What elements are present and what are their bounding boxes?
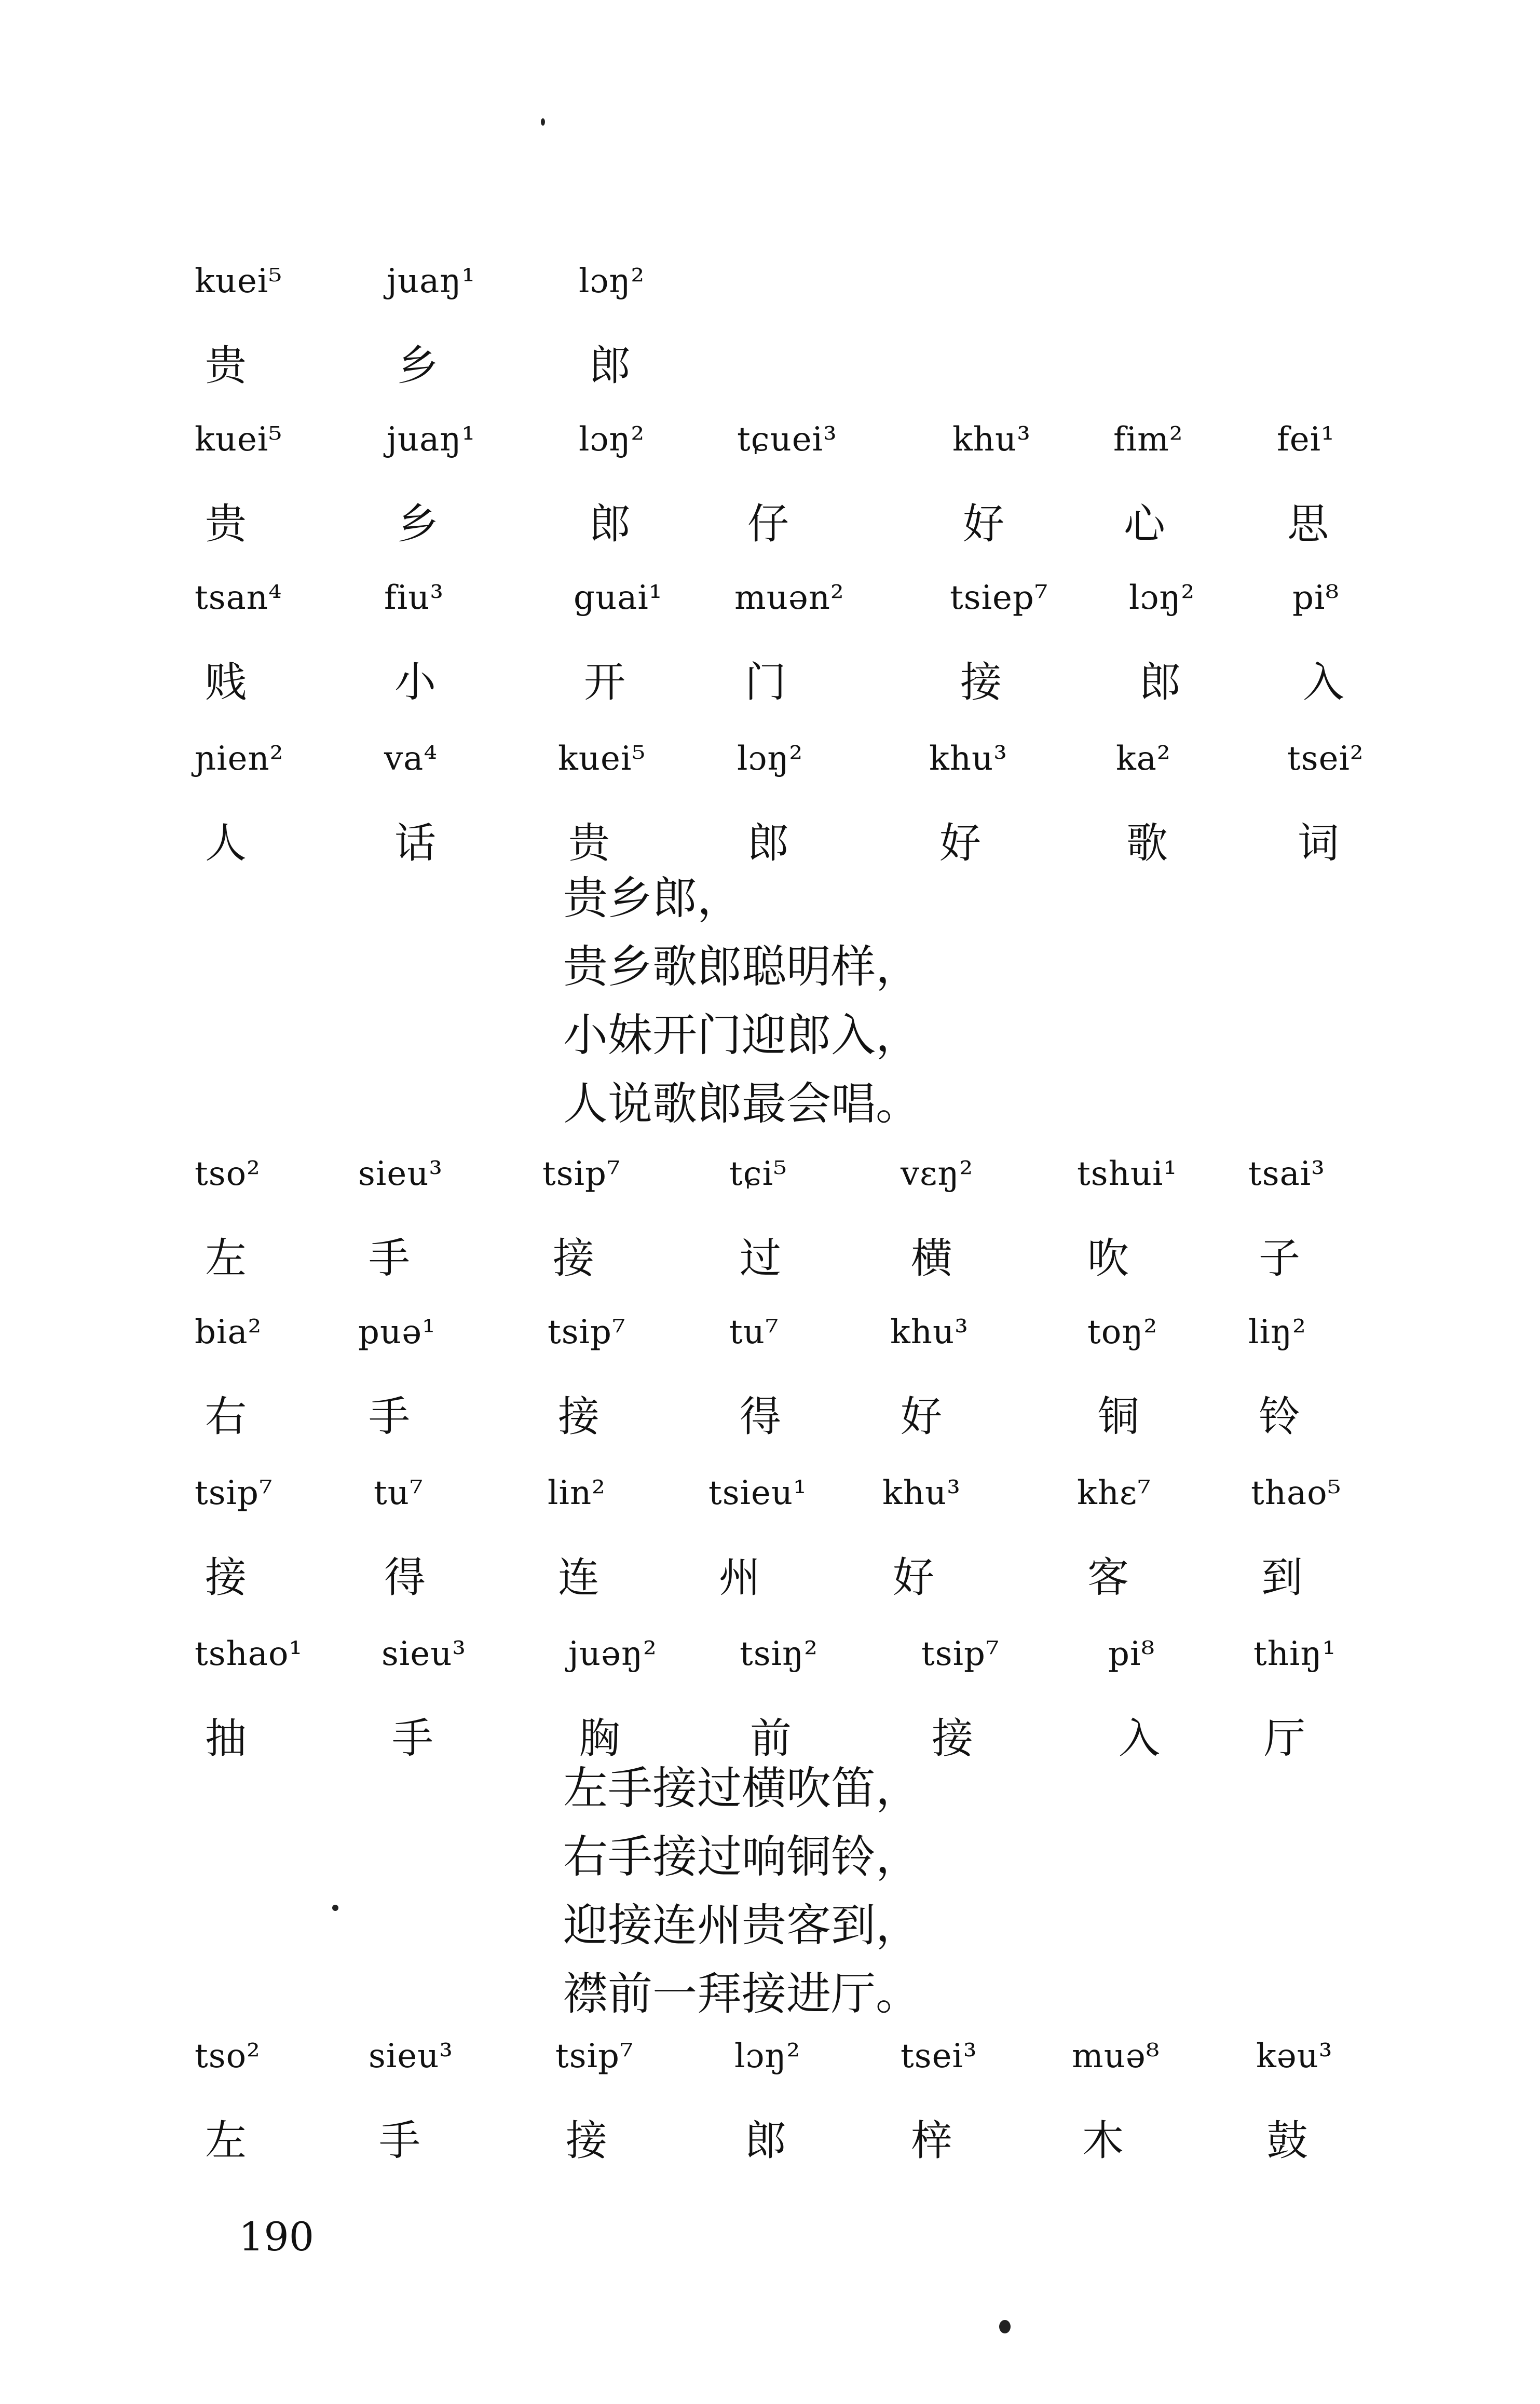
romanized-syllable: fiu³ (384, 579, 444, 617)
chinese-character: 接 (932, 1714, 973, 1763)
chinese-character: 到 (1261, 1553, 1303, 1602)
chinese-character: 吹 (1087, 1234, 1129, 1282)
romanized-syllable: kəu³ (1256, 2037, 1333, 2075)
romanized-syllable: lɔŋ² (737, 740, 803, 778)
chinese-character: 左 (205, 1234, 247, 1282)
chinese-character: 乡 (397, 500, 439, 548)
chinese-character: 入 (1119, 1714, 1160, 1763)
romanized-syllable: pi⁸ (1108, 1635, 1155, 1673)
translation-line: 右手接过响铜铃， (563, 1831, 920, 1883)
chinese-character: 得 (740, 1392, 781, 1441)
chinese-character: 思 (1287, 500, 1329, 548)
translation-line: 贵乡歌郎聪明样， (563, 941, 920, 993)
chinese-character: 厅 (1264, 1714, 1305, 1763)
ink-speck (999, 2320, 1011, 2333)
romanized-syllable: tsei³ (901, 2037, 977, 2075)
romanized-syllable: lɔŋ² (1129, 579, 1195, 617)
romanized-syllable: khɛ⁷ (1077, 1474, 1151, 1512)
romanized-syllable: toŋ² (1087, 1313, 1158, 1351)
romanized-syllable: sieu³ (369, 2037, 454, 2075)
romanized-syllable: tɕuei³ (737, 420, 837, 459)
romanized-syllable: fei¹ (1277, 420, 1335, 459)
translation-line: 迎接连州贵客到， (563, 1900, 920, 1951)
romanized-syllable: tsip⁷ (921, 1635, 1000, 1673)
romanized-syllable: kuei⁵ (558, 740, 646, 778)
translation-line: 小妹开门迎郎入， (563, 1009, 920, 1061)
romanized-syllable: tɕi⁵ (729, 1155, 787, 1193)
chinese-character: 右 (205, 1392, 247, 1441)
romanized-syllable: khu³ (882, 1474, 961, 1512)
chinese-character: 门 (745, 658, 786, 706)
romanized-syllable: tsip⁷ (555, 2037, 634, 2075)
romanized-syllable: liŋ² (1248, 1313, 1306, 1351)
chinese-character: 铃 (1259, 1392, 1300, 1441)
chinese-character: 郎 (589, 342, 631, 390)
romanized-syllable: puə¹ (358, 1313, 436, 1351)
chinese-character: 贵 (205, 500, 247, 548)
romanized-syllable: ɲien² (195, 740, 284, 778)
translation-line: 人说歌郎最会唱。 (563, 1078, 920, 1130)
romanized-syllable: tsip⁷ (542, 1155, 621, 1193)
chinese-character: 接 (960, 658, 1002, 706)
chinese-character: 仔 (747, 500, 789, 548)
chinese-character: 横 (911, 1234, 952, 1282)
romanized-syllable: tsiep⁷ (950, 579, 1048, 617)
chinese-character: 接 (553, 1234, 594, 1282)
romanized-syllable: tsai³ (1248, 1155, 1325, 1193)
chinese-character: 鼓 (1266, 2116, 1308, 2165)
romanized-syllable: juaŋ¹ (387, 262, 476, 300)
chinese-character: 连 (558, 1553, 599, 1602)
chinese-character: 入 (1303, 658, 1344, 706)
chinese-character: 手 (379, 2116, 420, 2165)
romanized-syllable: lɔŋ² (579, 262, 645, 300)
romanized-syllable: va⁴ (384, 740, 438, 778)
romanized-syllable: kuei⁵ (195, 262, 282, 300)
romanized-syllable: sieu³ (381, 1635, 467, 1673)
chinese-character: 人 (205, 819, 247, 867)
romanized-syllable: lin² (548, 1474, 606, 1512)
romanized-syllable: tsip⁷ (548, 1313, 626, 1351)
chinese-character: 铜 (1098, 1392, 1139, 1441)
chinese-character: 歌 (1126, 819, 1168, 867)
chinese-character: 心 (1124, 500, 1165, 548)
chinese-character: 梓 (911, 2116, 952, 2165)
chinese-character: 抽 (205, 1714, 247, 1763)
translation-verse (563, 1754, 920, 2028)
chinese-character: 乡 (397, 342, 439, 390)
translation-line: 左手接过横吹笛， (563, 1763, 920, 1814)
chinese-character: 好 (893, 1553, 934, 1602)
chinese-character: 郎 (745, 2116, 786, 2165)
chinese-character: 郎 (747, 819, 789, 867)
chinese-character: 手 (392, 1714, 433, 1763)
romanized-syllable: ka² (1116, 740, 1171, 778)
chinese-character: 过 (740, 1234, 781, 1282)
translation-line: 贵乡郎， (563, 872, 742, 924)
translation-line: 襟前一拜接进厅。 (563, 1968, 920, 2020)
chinese-character: 词 (1298, 819, 1339, 867)
chinese-character: 前 (750, 1714, 792, 1763)
romanized-syllable: tsan⁴ (195, 579, 282, 617)
chinese-character: 小 (394, 658, 436, 706)
romanized-syllable: guai¹ (574, 579, 663, 617)
romanized-syllable: tsei² (1287, 740, 1364, 778)
chinese-character: 贵 (205, 342, 247, 390)
chinese-character: 贵 (568, 819, 610, 867)
ink-speck (541, 118, 545, 126)
romanized-syllable: tsiŋ² (740, 1635, 818, 1673)
romanized-syllable: tso² (195, 2037, 261, 2075)
romanized-syllable: tshui¹ (1077, 1155, 1178, 1193)
chinese-character: 开 (584, 658, 625, 706)
ink-speck (332, 1905, 338, 1911)
romanized-syllable: bia² (195, 1313, 262, 1351)
romanized-syllable: lɔŋ² (734, 2037, 801, 2075)
chinese-character: 贱 (205, 658, 247, 706)
translation-verse (563, 864, 920, 1138)
chinese-character: 好 (939, 819, 981, 867)
romanized-syllable: tsieu¹ (708, 1474, 807, 1512)
romanized-syllable: tu⁷ (729, 1313, 779, 1351)
chinese-character: 郎 (1139, 658, 1181, 706)
chinese-character: 接 (205, 1553, 247, 1602)
chinese-character: 好 (963, 500, 1004, 548)
chinese-character: 接 (558, 1392, 599, 1441)
romanized-syllable: tso² (195, 1155, 261, 1193)
romanized-syllable: khu³ (952, 420, 1031, 459)
chinese-character: 接 (566, 2116, 607, 2165)
chinese-character: 胸 (579, 1714, 620, 1763)
chinese-character: 子 (1259, 1234, 1300, 1282)
romanized-syllable: lɔŋ² (579, 420, 645, 459)
page-number: 190 (239, 2214, 315, 2260)
romanized-syllable: pi⁸ (1292, 579, 1340, 617)
chinese-character: 话 (394, 819, 436, 867)
romanized-syllable: fim² (1113, 420, 1183, 459)
romanized-syllable: tu⁷ (374, 1474, 424, 1512)
romanized-syllable: kuei⁵ (195, 420, 282, 459)
romanized-syllable: muə⁸ (1072, 2037, 1160, 2075)
chinese-character: 手 (369, 1392, 410, 1441)
romanized-syllable: muən² (734, 579, 844, 617)
romanized-syllable: tsip⁷ (195, 1474, 273, 1512)
romanized-syllable: tshao¹ (195, 1635, 303, 1673)
romanized-syllable: khu³ (890, 1313, 969, 1351)
romanized-syllable: juaŋ¹ (387, 420, 476, 459)
chinese-character: 好 (901, 1392, 942, 1441)
chinese-character: 木 (1082, 2116, 1124, 2165)
chinese-character: 得 (384, 1553, 426, 1602)
romanized-syllable: thao⁵ (1251, 1474, 1342, 1512)
chinese-character: 郎 (589, 500, 631, 548)
chinese-character: 客 (1087, 1553, 1129, 1602)
romanized-syllable: vɛŋ² (901, 1155, 974, 1193)
romanized-syllable: khu³ (929, 740, 1007, 778)
romanized-syllable: sieu³ (358, 1155, 443, 1193)
chinese-character: 州 (719, 1553, 760, 1602)
romanized-syllable: thiŋ¹ (1253, 1635, 1337, 1673)
chinese-character: 左 (205, 2116, 247, 2165)
romanized-syllable: juəŋ² (568, 1635, 657, 1673)
chinese-character: 手 (369, 1234, 410, 1282)
